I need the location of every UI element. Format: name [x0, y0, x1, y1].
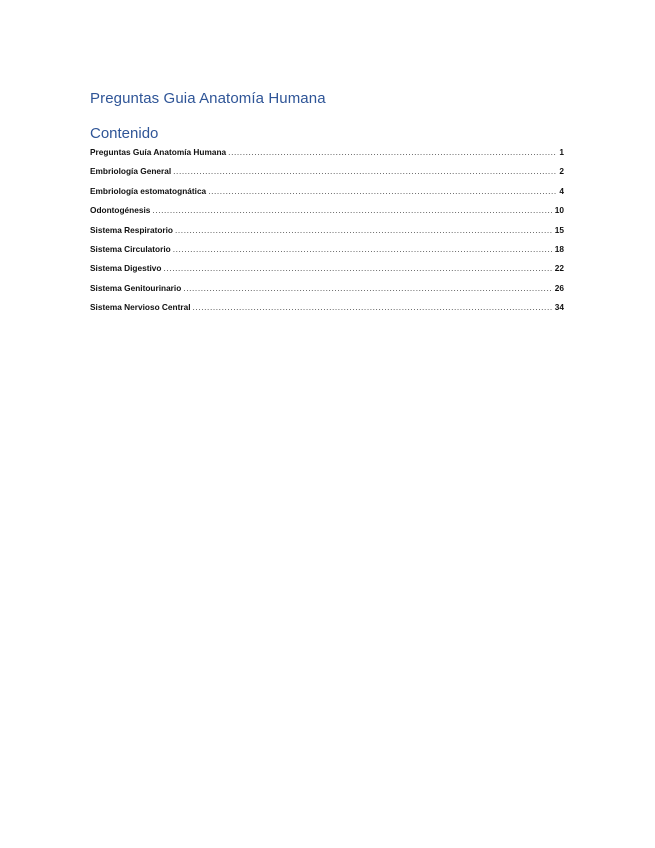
toc-dot-leader — [228, 147, 557, 157]
toc-entry-page: 1 — [559, 147, 564, 157]
toc-entry-page: 22 — [554, 263, 564, 274]
toc-entry-page: 15 — [554, 224, 564, 235]
toc-dot-leader — [208, 186, 557, 196]
toc-entry-sistema-digestivo[interactable] — [90, 263, 564, 282]
toc-entry-page: 10 — [554, 205, 564, 216]
toc-entry-embriologia-general[interactable] — [90, 166, 564, 185]
toc-dot-leader — [163, 263, 552, 273]
toc-entry-sistema-respiratorio[interactable] — [90, 225, 564, 244]
toc-entry-odontogenesis[interactable] — [90, 205, 564, 224]
toc-dot-leader — [173, 166, 557, 176]
toc-entry-label: Sistema Respiratorio — [90, 224, 173, 235]
document-title: Preguntas Guia Anatomía Humana — [90, 90, 326, 107]
toc-dot-leader — [152, 205, 552, 215]
toc-dot-leader — [175, 225, 553, 235]
toc-heading: Contenido — [90, 125, 159, 142]
toc-dot-leader — [183, 283, 552, 293]
toc-entry-label: Sistema Nervioso Central — [90, 302, 191, 313]
toc-entry-page: 26 — [554, 282, 564, 293]
toc-entry-page: 34 — [554, 302, 564, 313]
toc-entry-sistema-circulatorio[interactable] — [90, 244, 564, 263]
toc-entry-preguntas-guia[interactable] — [90, 147, 564, 166]
toc-entry-sistema-genitourinario[interactable] — [90, 283, 564, 302]
toc-entry-label: Sistema Digestivo — [90, 263, 162, 274]
toc-entry-page: 4 — [559, 185, 564, 196]
toc-dot-leader — [193, 302, 553, 312]
toc-entry-label: Embriología General — [90, 166, 172, 177]
toc-entry-label: Odontogénesis — [90, 205, 151, 216]
toc-entry-label: Sistema Genitourinario — [90, 282, 182, 293]
toc-entry-label: Embriología estomatognática — [90, 185, 207, 196]
toc-entry-page: 2 — [559, 166, 564, 177]
toc-entry-sistema-nervioso-central[interactable] — [90, 302, 564, 321]
toc-entry-label: Sistema Circulatorio — [90, 243, 171, 254]
toc-entry-label: Preguntas Guía Anatomía Humana — [90, 147, 227, 157]
toc-entry-embriologia-estomatognatica[interactable] — [90, 186, 564, 205]
table-of-contents — [90, 147, 564, 322]
toc-dot-leader — [173, 244, 553, 254]
toc-entry-page: 18 — [554, 243, 564, 254]
